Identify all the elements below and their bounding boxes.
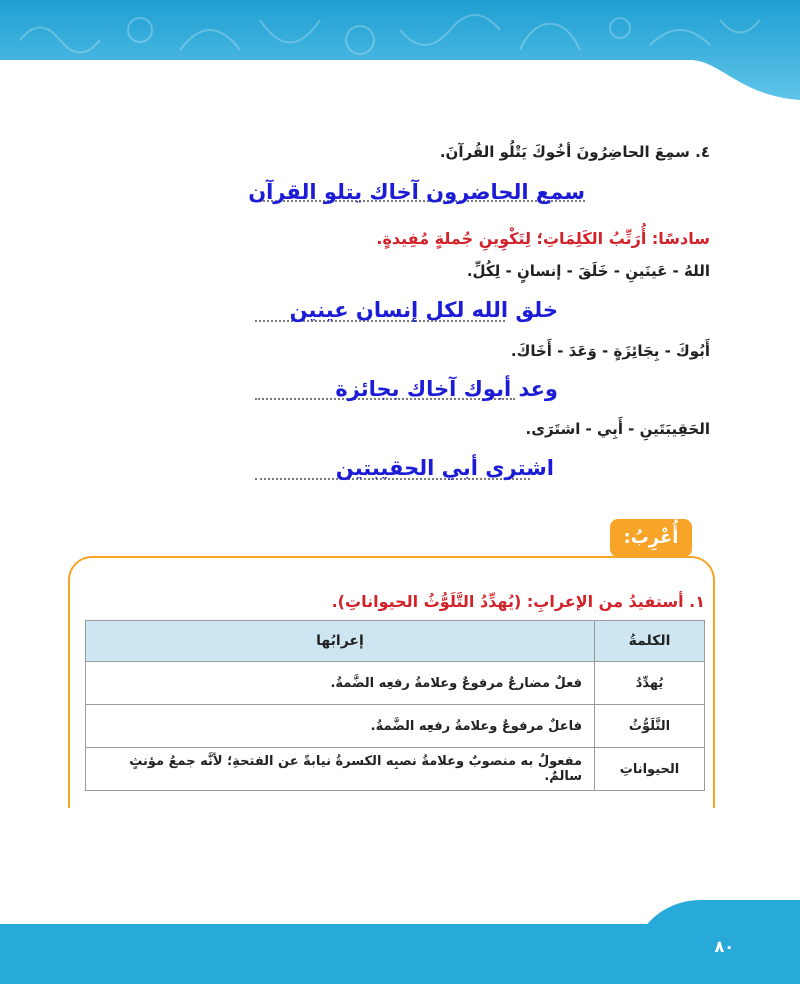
page-number: ٨٠ — [714, 937, 734, 956]
word-list-3: الحَقِيبَتَينِ - أَبِي - اشتَرَى. — [525, 420, 710, 438]
table-cell-word: الحيواناتِ — [595, 748, 705, 791]
table-cell-word: التَّلَوُّثُ — [595, 705, 705, 748]
answer-text-1: خلق الله لكل إنسان عينين — [289, 298, 558, 322]
answer-text-2: وعد أبوك آخاك بجائزة — [335, 377, 558, 401]
table-cell-analysis: فاعلٌ مرفوعٌ وعلامةُ رفعِه الضَّمةُ. — [86, 705, 595, 748]
question-sentence: سمِعَ الحاضِرُونَ أخُوكَ يَتْلُو القُرآنَ. — [439, 143, 690, 161]
answer-text-3: اشترى أبي الحقيبتين — [335, 456, 554, 480]
word-list-2: أَبُوكَ - بِجَائِزَةٍ - وَعَدَ - أَخَاكَ. — [510, 342, 710, 360]
irab-exercise-title: ١. أستفيدُ من الإعرابِ: (يُهدِّدُ التَّلَوُّثُ الحيواناتِ). — [331, 592, 705, 611]
header-analysis: إعرابُها — [86, 621, 595, 662]
table-cell-analysis: مفعولٌ به منصوبٌ وعلامةُ نصبِه الكسرةُ نيابةً عن الفتحةِ؛ لأنَّه جمعُ مؤنثٍ سالمٌ. — [86, 748, 595, 791]
table-row — [86, 748, 705, 791]
header-word: الكلمةُ — [595, 621, 705, 662]
irab-section-tag: أُعْرِبُ: — [610, 519, 692, 557]
answer-text: سمع الحاضرون آخاك يتلو القرآن — [248, 180, 585, 204]
bottom-band — [0, 924, 800, 984]
irab-table — [85, 620, 705, 791]
question-number: ٤. — [695, 143, 710, 161]
table-row — [86, 705, 705, 748]
word-list-1: اللهُ - عَينَينِ - خَلَقَ - إنسانٍ - لِكُلِّ. — [466, 262, 710, 280]
table-row — [86, 662, 705, 705]
section-six-title: سادسًا: أُرَتِّبُ الكَلِمَاتِ؛ لِتَكْوِينِ جُملةٍ مُفِيدةٍ. — [376, 229, 710, 248]
table-header-row — [86, 621, 705, 662]
table-cell-analysis: فعلٌ مضارعٌ مرفوعٌ وعلامةُ رفعِه الضَّمةُ. — [86, 662, 595, 705]
question-4 — [440, 143, 710, 161]
table-cell-word: يُهدِّدُ — [595, 662, 705, 705]
